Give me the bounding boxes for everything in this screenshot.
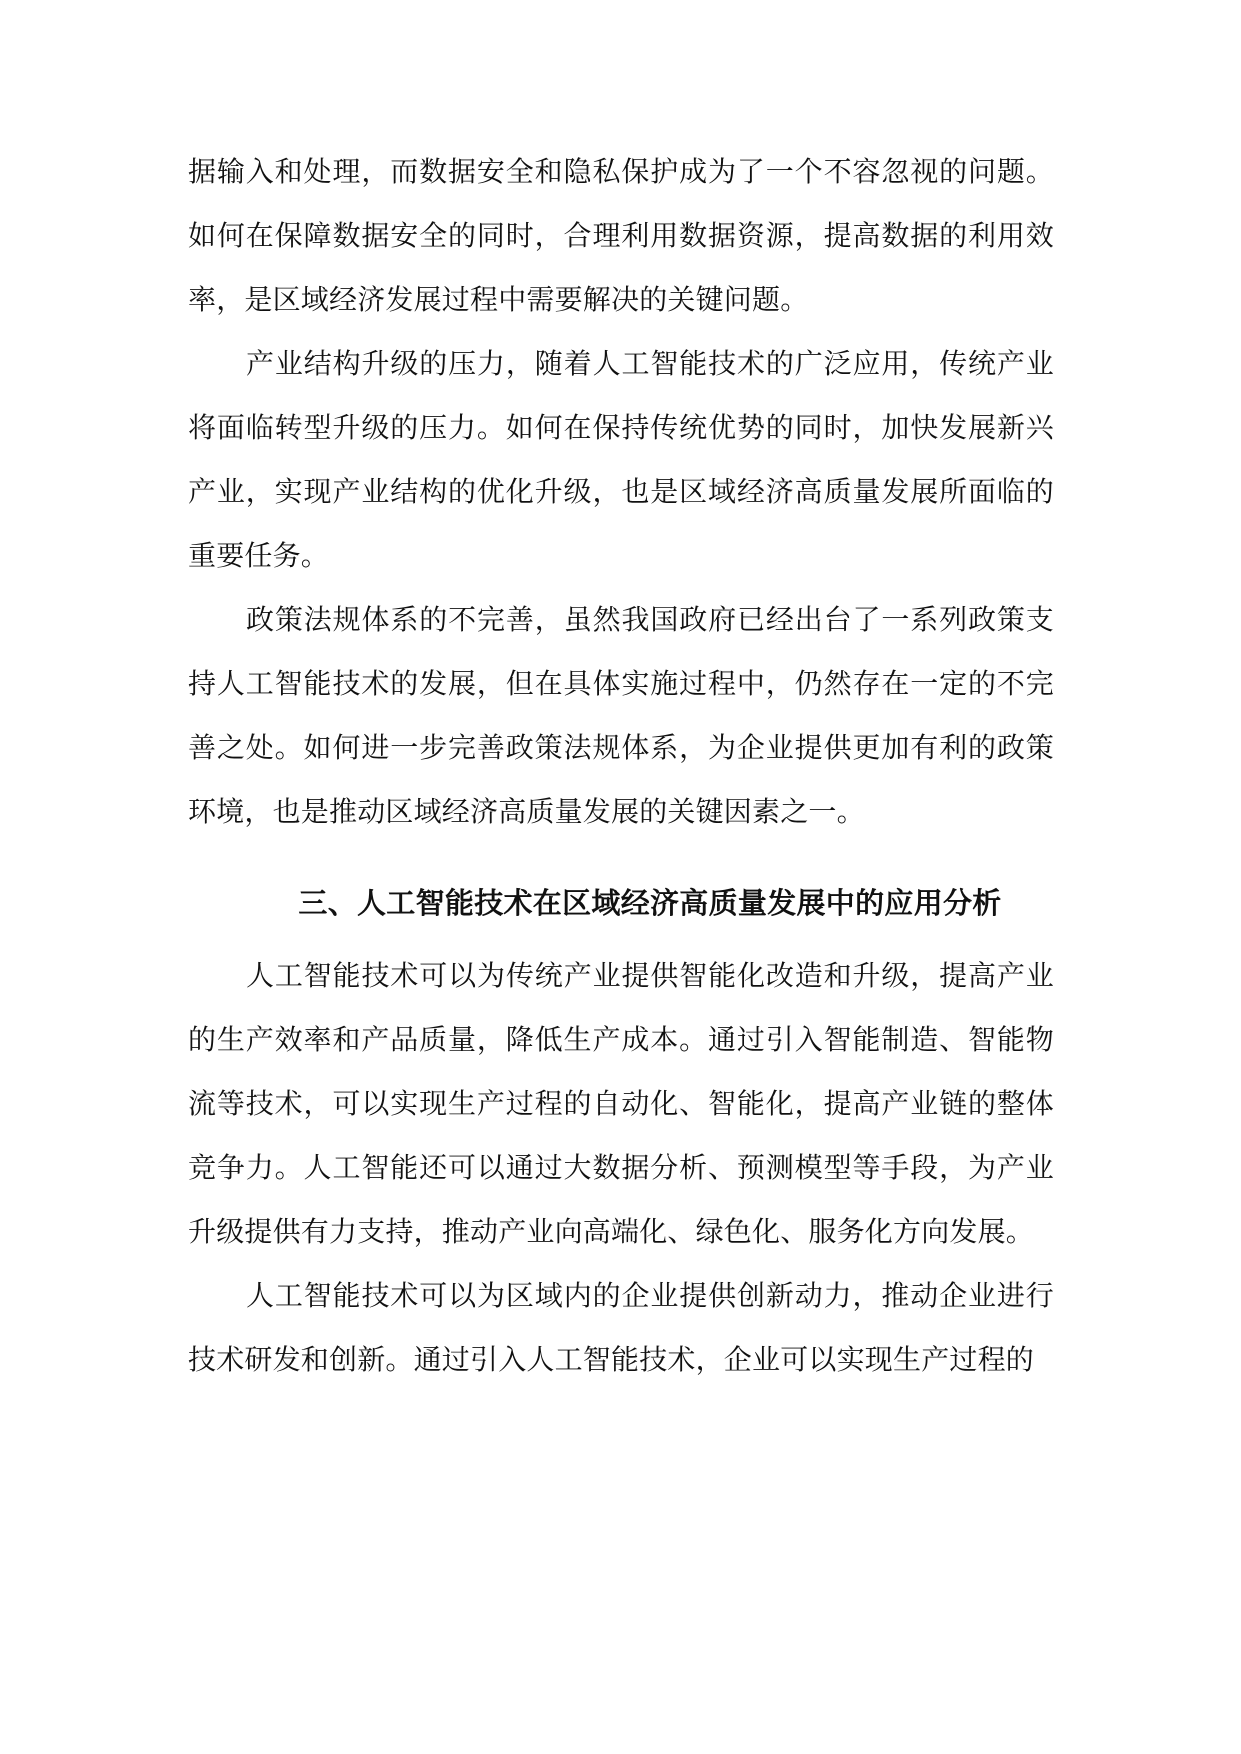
paragraph-industrial-upgrade-pressure: 产业结构升级的压力，随着人工智能技术的广泛应用，传统产业将面临转型升级的压力。如何在保持传统优势的同时，加快发展新兴产业，实现产业结构的优化升级，也是区域经济高质量发展所面临的重要任务。	[188, 347, 1054, 572]
section-heading: 三、人工智能技术在区域经济高质量发展中的应用分析	[298, 886, 1002, 920]
paragraph-innovation-drive: 人工智能技术可以为区域内的企业提供创新动力，推动企业进行技术研发和创新。通过引入人工智能技术，企业可以实现生产过程的	[188, 1279, 1054, 1376]
document-body	[188, 140, 1054, 1392]
paragraph-policy-system: 政策法规体系的不完善，虽然我国政府已经出台了一系列政策支持人工智能技术的发展，但在具体实施过程中，仍然存在一定的不完善之处。如何进一步完善政策法规体系，为企业提供更加有利的政策环境，也是推动区域经济高质量发展的关键因素之一。	[188, 603, 1054, 828]
paragraph-traditional-industry-upgrade: 人工智能技术可以为传统产业提供智能化改造和升级，提高产业的生产效率和产品质量，降低生产成本。通过引入智能制造、智能物流等技术，可以实现生产过程的自动化、智能化，提高产业链的整体竞争力。人工智能还可以通过大数据分析、预测模型等手段，为产业升级提供有力支持，推动产业向高端化、绿色化、服务化方向发展。	[188, 959, 1054, 1248]
paragraph-data-security: 据输入和处理，而数据安全和隐私保护成为了一个不容忽视的问题。如何在保障数据安全的同时，合理利用数据资源，提高数据的利用效率，是区域经济发展过程中需要解决的关键问题。	[188, 155, 1054, 316]
